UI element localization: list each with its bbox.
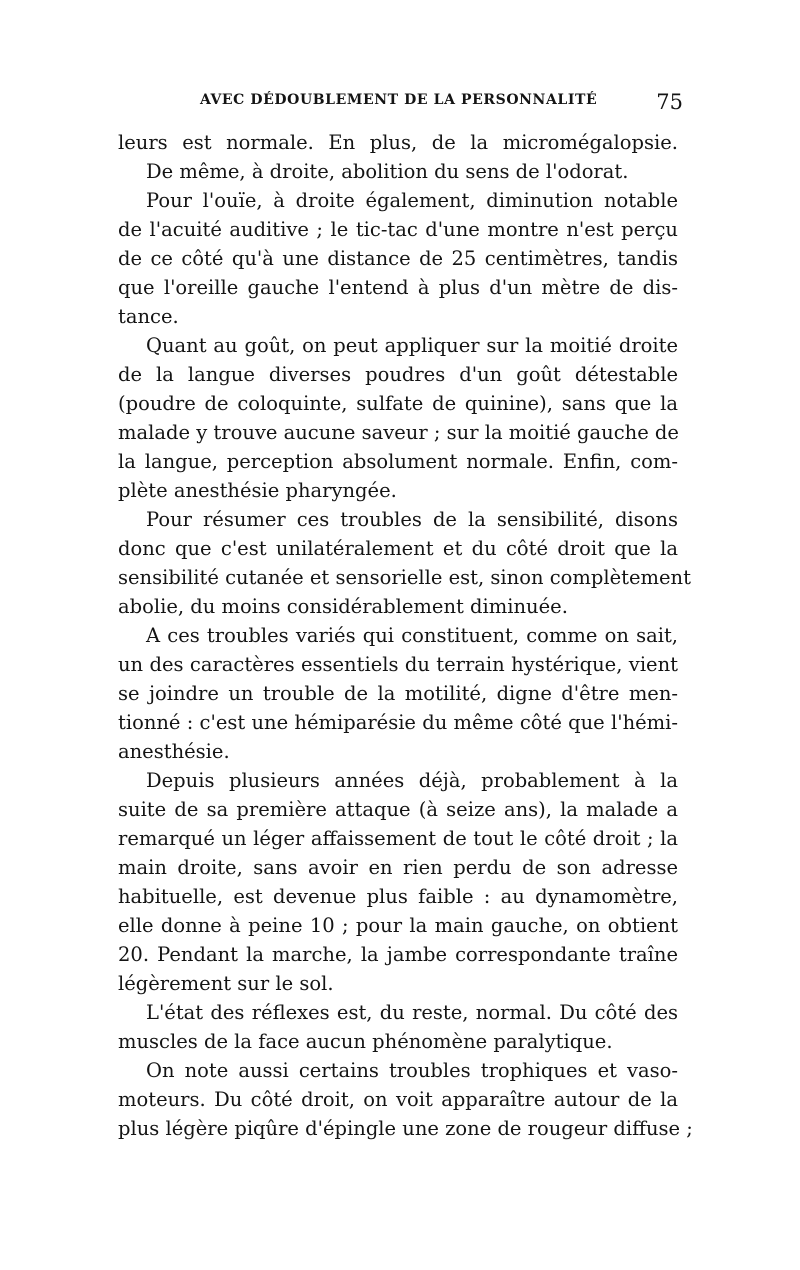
text-line: tionné : c'est une hémiparésie du même côté que l'hémi- (118, 711, 678, 734)
text-line: que l'oreille gauche l'entend à plus d'un mètre de dis- (118, 276, 678, 299)
text-line: habituelle, est devenue plus faible : au dynamomètre, (118, 885, 678, 908)
text-line: 20. Pendant la marche, la jambe correspondante traîne (118, 943, 678, 966)
text-line: (poudre de coloquinte, sulfate de quinine), sans que la (118, 392, 678, 415)
text-line: On note aussi certains troubles trophiques et vaso- (146, 1059, 678, 1082)
text-line: de l'acuité auditive ; le tic-tac d'une montre n'est perçu (118, 218, 678, 241)
text-line: Quant au goût, on peut appliquer sur la moitié droite (146, 334, 678, 357)
text-line: se joindre un trouble de la motilité, digne d'être men- (118, 682, 678, 705)
text-line: de ce côté qu'à une distance de 25 centimètres, tandis (118, 247, 678, 270)
text-line: plus légère piqûre d'épingle une zone de rougeur diffuse ; (118, 1117, 693, 1140)
text-line: main droite, sans avoir en rien perdu de son adresse (118, 856, 678, 879)
text-line: abolie, du moins considérablement diminuée. (118, 595, 568, 618)
text-line: un des caractères essentiels du terrain hystérique, vient (118, 653, 678, 676)
text-line: anesthésie. (118, 740, 230, 763)
text-line: elle donne à peine 10 ; pour la main gauche, on obtient (118, 914, 678, 937)
text-line: moteurs. Du côté droit, on voit apparaître autour de la (118, 1088, 678, 1111)
text-line: tance. (118, 305, 179, 328)
text-line: la langue, perception absolument normale. Enfin, com- (118, 450, 678, 473)
text-line: sensibilité cutanée et sensorielle est, sinon complètement (118, 566, 691, 589)
text-line: leurs est normale. En plus, de la micromégalopsie. (118, 131, 678, 154)
text-line: Pour résumer ces troubles de la sensibilité, disons (146, 508, 678, 531)
running-title: AVEC DÉDOUBLEMENT DE LA PERSONNALITÉ (200, 92, 598, 108)
text-line: légèrement sur le sol. (118, 972, 334, 995)
text-line: remarqué un léger affaissement de tout le côté droit ; la (118, 827, 678, 850)
text-line: Pour l'ouïe, à droite également, diminution notable (146, 189, 678, 212)
text-line: muscles de la face aucun phénomène paralytique. (118, 1030, 613, 1053)
running-header (118, 90, 683, 120)
text-line: malade y trouve aucune saveur ; sur la moitié gauche de (118, 421, 679, 444)
text-line: L'état des réflexes est, du reste, normal. Du côté des (146, 1001, 678, 1024)
text-line: De même, à droite, abolition du sens de l'odorat. (146, 160, 629, 183)
page-number: 75 (656, 90, 683, 114)
text-line: donc que c'est unilatéralement et du côté droit que la (118, 537, 678, 560)
text-line: de la langue diverses poudres d'un goût détestable (118, 363, 678, 386)
text-line: plète anesthésie pharyngée. (118, 479, 397, 502)
text-line: A ces troubles variés qui constituent, comme on sait, (146, 624, 678, 647)
text-line: suite de sa première attaque (à seize ans), la malade a (118, 798, 678, 821)
text-line: Depuis plusieurs années déjà, probablement à la (146, 769, 678, 792)
